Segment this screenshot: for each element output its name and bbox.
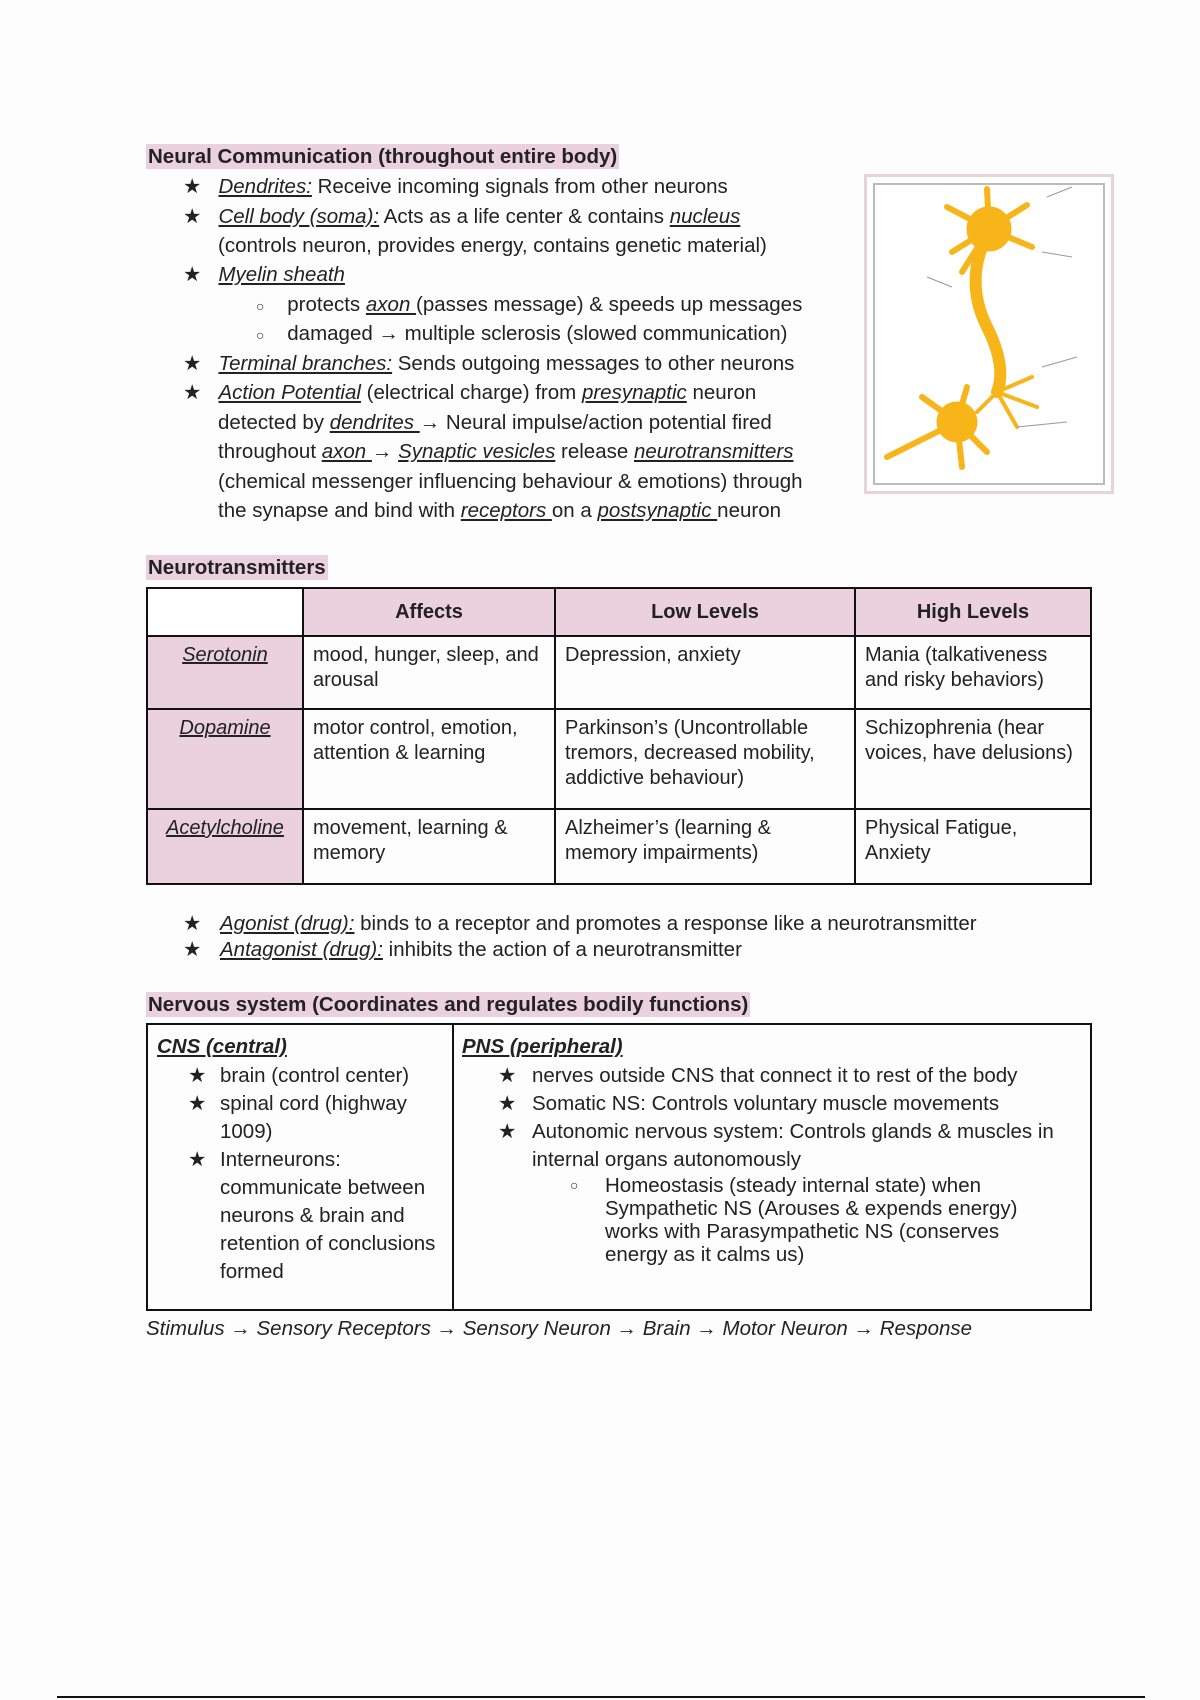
nervous-system-table <box>146 1023 1092 1311</box>
list-item: ★ spinal cord (highway 1009) <box>188 1092 407 1143</box>
pns-title: PNS (peripheral) <box>462 1035 623 1058</box>
table-row <box>147 636 1091 709</box>
table-row <box>147 709 1091 809</box>
cns-title: CNS (central) <box>157 1035 287 1058</box>
subbullet-damaged: ○ damaged → multiple sclerosis (slowed communication) <box>256 322 788 345</box>
bullet-antagonist: ★ Antagonist (drug): inhibits the action of a neurotransmitter <box>183 938 742 961</box>
action-line-3: throughout axon → Synaptic vesicles release neurotransmitters <box>218 440 794 463</box>
pns-list <box>498 1062 1088 1266</box>
action-line-5: the synapse and bind with receptors on a postsynaptic neuron <box>218 499 782 522</box>
bullet-cell-body: ★ Cell body (soma): Acts as a life center & contains nucleus <box>183 205 741 228</box>
bullet-action-potential: ★ Action Potential (electrical charge) from presynaptic neuron <box>183 381 757 404</box>
page-bottom-rule <box>57 1696 1145 1698</box>
row-name: Serotonin <box>147 636 303 709</box>
list-item: ★ Somatic NS: Controls voluntary muscle movements <box>498 1092 1000 1115</box>
cns-list <box>188 1062 446 1286</box>
list-item: ★ nerves outside CNS that connect it to rest of the body <box>498 1064 1018 1087</box>
bullet-dendrites: ★ Dendrites: Receive incoming signals from other neurons <box>183 175 728 198</box>
sub-list-item: ○ Homeostasis (steady internal state) when Sympathetic NS (Arouses & expends energy) works with Parasympathetic NS (conserves energy as it calms us) <box>570 1174 1018 1266</box>
section-heading-nervous: Nervous system (Coordinates and regulates bodily functions) <box>148 993 749 1016</box>
action-line-4: (chemical messenger influencing behaviour & emotions) through <box>218 470 803 493</box>
cell-high: Mania (talkativeness and risky behaviors) <box>855 636 1091 709</box>
subbullet-protects: ○ protects axon (passes message) & speeds up messages <box>256 293 803 316</box>
table-row <box>147 809 1091 884</box>
reflex-flow: Stimulus → Sensory Receptors → Sensory Neuron → Brain → Motor Neuron → Response <box>146 1317 973 1340</box>
list-item: ★ Autonomic nervous system: Controls glands & muscles in internal organs autonomously <box>498 1120 1054 1171</box>
list-item: ★ brain (control center) <box>188 1064 410 1087</box>
column-divider <box>452 1025 454 1309</box>
column-header-low: Low Levels <box>555 588 855 636</box>
cell-high: Physical Fatigue, Anxiety <box>855 809 1091 884</box>
section-heading-neurotransmitters: Neurotransmitters <box>148 556 326 579</box>
cell-affects: mood, hunger, sleep, and arousal <box>303 636 555 709</box>
neuron-diagram-image <box>864 174 1114 494</box>
bullet-cell-body-cont: (controls neuron, provides energy, contains genetic material) <box>218 234 767 257</box>
cell-low: Depression, anxiety <box>555 636 855 709</box>
action-line-2: detected by dendrites → Neural impulse/action potential fired <box>218 411 772 434</box>
cell-low: Parkinson’s (Uncontrollable tremors, decreased mobility, addictive behaviour) <box>555 709 855 809</box>
cell-low: Alzheimer’s (learning & memory impairments) <box>555 809 855 884</box>
column-header-high: High Levels <box>855 588 1091 636</box>
bullet-agonist: ★ Agonist (drug): binds to a receptor and promotes a response like a neurotransmitter <box>183 912 977 935</box>
row-name: Dopamine <box>147 709 303 809</box>
neurotransmitter-table <box>146 587 1092 885</box>
bullet-terminal: ★ Terminal branches: Sends outgoing messages to other neurons <box>183 352 795 375</box>
bullet-myelin: ★ Myelin sheath <box>183 263 345 286</box>
column-header-blank <box>147 588 303 636</box>
neurotransmitter-block <box>146 587 1092 963</box>
row-name: Acetylcholine <box>147 809 303 884</box>
list-item: ★ Interneurons: communicate between neurons & brain and retention of conclusions formed <box>188 1148 436 1283</box>
drug-bullets <box>183 911 1092 963</box>
cell-affects: motor control, emotion, attention & learning <box>303 709 555 809</box>
section-heading-neural: Neural Communication (throughout entire body) <box>148 145 618 168</box>
cell-affects: movement, learning & memory <box>303 809 555 884</box>
column-header-affects: Affects <box>303 588 555 636</box>
cell-high: Schizophrenia (hear voices, have delusions) <box>855 709 1091 809</box>
neuron-icon <box>867 177 1111 491</box>
table-header-row <box>147 588 1091 636</box>
